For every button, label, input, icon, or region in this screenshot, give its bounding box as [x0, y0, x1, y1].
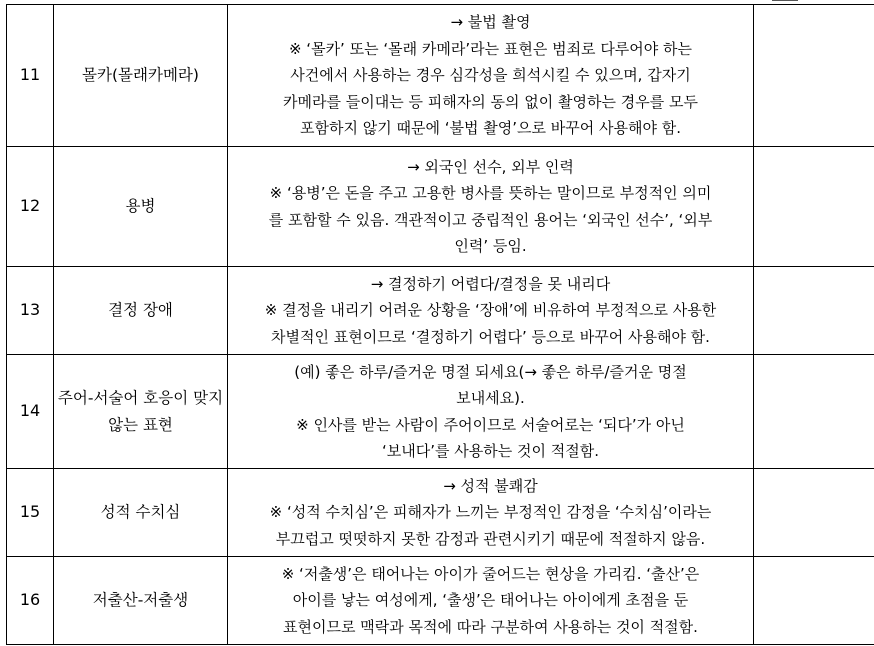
description-line: → 불법 촬영	[450, 13, 531, 32]
row-number: 13	[7, 267, 54, 355]
term-cell: 몰카(몰래카메라)	[54, 5, 228, 147]
note-cell	[754, 355, 874, 469]
description-cell	[228, 469, 754, 557]
note-cell	[754, 147, 874, 267]
description-line: 아이를 낳는 여성에게, ‘출생’은 태어나는 아이에게 초점을 둔	[292, 591, 689, 610]
description-line: 카메라를 들이대는 등 피해자의 동의 없이 촬영하는 경우를 모두	[283, 92, 698, 111]
description-line: 부끄럽고 떳떳하지 못한 감정과 관련시키기 때문에 적절하지 않음.	[275, 529, 706, 548]
note-cell	[754, 557, 874, 645]
description-line: ※ ‘저출생’은 태어나는 아이가 줄어드는 현상을 가리킴. ‘출산’은	[281, 564, 700, 583]
description-line: → 외국인 선수, 외부 인력	[407, 157, 574, 176]
term-cell: 성적 수치심	[54, 469, 228, 557]
row-number: 15	[7, 469, 54, 557]
note-cell	[754, 267, 874, 355]
description-cell	[228, 147, 754, 267]
term-cell: 결정 장애	[54, 267, 228, 355]
top-edge-mark	[772, 0, 798, 1]
term-cell	[54, 355, 228, 469]
term-line: 않는 표현	[108, 415, 173, 434]
table-row	[7, 5, 874, 147]
term-line: 주어-서술어 호응이 맞지	[57, 389, 224, 407]
description-line: ※ ‘몰카’ 또는 ‘몰래 카메라’라는 표현은 범죄로 다루어야 하는	[288, 39, 693, 58]
description-line: 인력’ 등임.	[454, 237, 527, 255]
row-number: 12	[7, 147, 54, 267]
description-line: 사건에서 사용하는 경우 심각성을 희석시킬 수 있으며, 갑자기	[290, 66, 691, 85]
term-cell: 저출산-저출생	[54, 557, 228, 645]
description-cell	[228, 5, 754, 147]
note-cell	[754, 5, 874, 147]
description-line: 포함하지 않기 때문에 ‘불법 촬영’으로 바꾸어 사용해야 함.	[300, 119, 681, 138]
row-number: 14	[7, 355, 54, 469]
description-line: (예) 좋은 하루/즐거운 명절 되세요(→ 좋은 하루/즐거운 명절	[294, 362, 687, 381]
description-line: 를 포함할 수 있음. 객관적이고 중립적인 용어는 ‘외국인 선수’, ‘외부	[268, 210, 713, 229]
description-cell	[228, 355, 754, 469]
description-line: → 성적 불쾌감	[443, 476, 538, 495]
description-line: ※ ‘용병’은 돈을 주고 고용한 병사를 뜻하는 말이므로 부정적인 의미	[269, 184, 712, 202]
description-line: ‘보내다’를 사용하는 것이 적절함.	[382, 442, 599, 460]
row-number: 11	[7, 5, 54, 147]
description-line: 표현이므로 맥락과 목적에 따라 구분하여 사용하는 것이 적절함.	[283, 617, 698, 636]
table-row	[7, 355, 874, 469]
table-row	[7, 469, 874, 557]
description-line: ※ 결정을 내리기 어려운 상황을 ‘장애’에 비유하여 부정적으로 사용한	[264, 301, 717, 320]
description-cell	[228, 557, 754, 645]
note-cell	[754, 469, 874, 557]
terms-table	[6, 4, 874, 645]
description-cell	[228, 267, 754, 355]
table-row	[7, 557, 874, 645]
table-row	[7, 147, 874, 267]
row-number: 16	[7, 557, 54, 645]
description-line: 보내세요).	[456, 389, 525, 407]
description-line: ※ 인사를 받는 사람이 주어이므로 서술어로는 ‘되다’가 아닌	[296, 415, 685, 434]
description-line: 차별적인 표현이므로 ‘결정하기 어렵다’ 등으로 바꾸어 사용해야 함.	[271, 327, 710, 346]
description-line: ※ ‘성적 수치심’은 피해자가 느끼는 부정적인 감정을 ‘수치심’이라는	[269, 503, 712, 522]
term-cell: 용병	[54, 147, 228, 267]
table-row	[7, 267, 874, 355]
description-line: → 결정하기 어렵다/결정을 못 내리다	[370, 274, 611, 293]
